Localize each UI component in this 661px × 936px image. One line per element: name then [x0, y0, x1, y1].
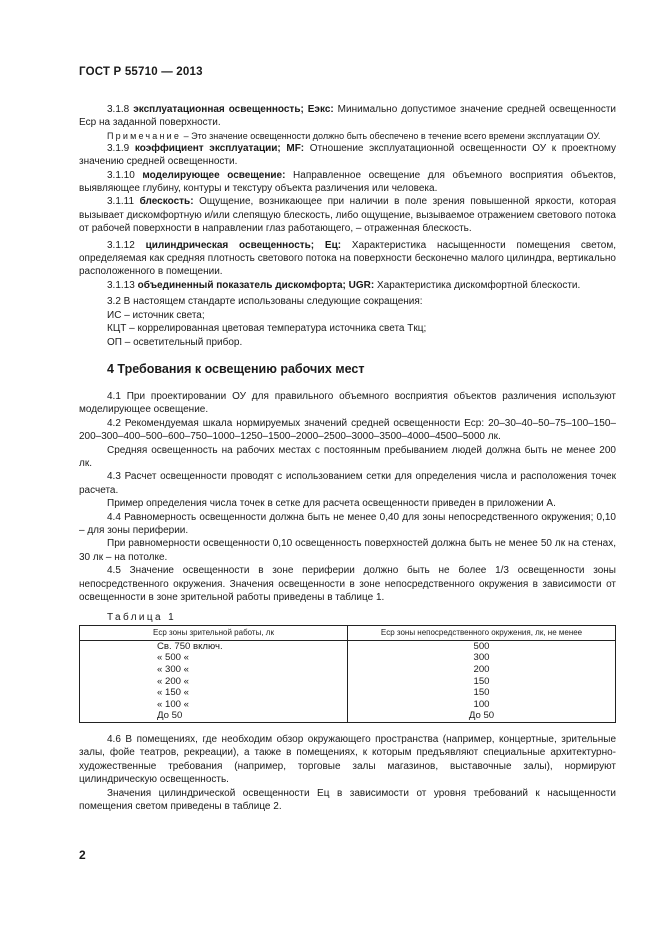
paragraph-4-3: 4.3 Расчет освещенности проводят с использованием сетки для определения числа и расположения точек расчета. [79, 471, 616, 496]
paragraph-4-1: 4.1 При проектировании ОУ для правильного объемного восприятия объектов различения используют моделирующее освещение. [79, 390, 616, 416]
abbreviation-item: ОП – осветительный прибор. [107, 336, 243, 348]
running-header: ГОСТ Р 55710 — 2013 [79, 66, 203, 78]
paragraph-4-3b: Пример определения числа точек в сетке для расчета освещенности приведен в приложении А. [107, 498, 556, 510]
section-4-heading: 4 Требования к освещению рабочих мест [107, 361, 365, 376]
page-content [79, 103, 616, 813]
paragraph-4-4b: При равномерности освещенности 0,10 освещенность поверхностей должна быть не менее 50 лк на стенах, 30 лк – на потолке. [79, 538, 616, 563]
table-caption: Таблица 1 [107, 612, 177, 624]
definition-3-1-12: 3.1.12 цилиндрическая освещенность; Eц: Характеристика насыщенности помещения светом, определяемая как средняя плотность светового потока на поверхности бесконечно малого цилиндра, вертикально расположенного в помещении. [79, 239, 617, 278]
paragraph-4-2b: Средняя освещенность на рабочих местах с постоянным пребыванием людей должна быть не менее 200 лк. [79, 444, 616, 469]
definition-3-1-9: 3.1.9 коэффициент эксплуатации; MF: Отношение эксплуатационной освещенности ОУ к проектному значению средней освещенности. [79, 142, 617, 168]
abbreviations-intro: 3.2 В настоящем стандарте использованы следующие сокращения: [107, 296, 423, 308]
definition-3-1-10: 3.1.10 моделирующее освещение: Направленное освещение для объемного восприятия объектов, выявляющее глубину, контуры и текстуру объекта различения или человека. [79, 169, 617, 195]
paragraph-4-5: 4.5 Значение освещенности в зоне периферии должно быть не более 1/3 освещенности зоны непосредственного окружения. Значения освещенности в зоне непосредственного окружения в зависимости от освещенности в зоне зрительной работы приведены в таблице 1. [79, 565, 616, 603]
table-row: Св. 750 включ. 500 [80, 640, 616, 652]
note-3-1-8: Примечание – Это значение освещенности должно быть обеспечено в течение всего времени эксплуатации ОУ. [107, 130, 601, 141]
abbreviation-item: ИС – источник света; [107, 309, 205, 321]
table-row: До 50 До 50 [80, 710, 616, 722]
definition-3-1-8: 3.1.8 эксплуатационная освещенность; Eэкс: Минимально допустимое значение средней освещенности Eср на заданной поверхности. [79, 104, 616, 129]
paragraph-4-6b: Значения цилиндрической освещенности Eц в зависимости от уровня требований к насыщенности помещения светом приведены в таблице 2. [79, 787, 616, 812]
table-row: « 200 « 150 [80, 676, 616, 688]
paragraph-4-4: 4.4 Равномерность освещенности должна быть не менее 0,40 для зоны непосредственного окружения; 0,10 – для зоны периферии. [79, 511, 616, 536]
abbreviation-item: КЦТ – коррелированная цветовая температура источника света Tкц; [107, 323, 427, 335]
table-header-col1: Eср зоны зрительной работы, лк [80, 626, 348, 640]
table-row: « 500 « 300 [80, 652, 616, 664]
paragraph-4-2: 4.2 Рекомендуемая шкала нормируемых значений средней освещенности Eср: 20–30–40–50–75–100–150–200–300–400–500–600–750–1000–1250–1500–2000–2500–3000–3500–4000–4500–5000 лк. [79, 417, 616, 443]
page-number: 2 [79, 848, 86, 862]
table-row: « 100 « 100 [80, 699, 616, 711]
table-1 [79, 625, 616, 723]
paragraph-4-6: 4.6 В помещениях, где необходим обзор окружающего пространства (например, концертные, зрительные залы, фойе театров, рекреации), а также в помещениях, к которым предъявляют специальные архитектурно-художественные требования (например, торговые залы магазинов, выставочные залы), нормируют цилиндрическую освещенность. [79, 733, 616, 786]
table-row: « 150 « 150 [80, 687, 616, 699]
table-header-col2: Eср зоны непосредственного окружения, лк, не менее [348, 626, 616, 640]
definition-3-1-13: 3.1.13 объединенный показатель дискомфорта; UGR: Характеристика дискомфортной блескости. [107, 279, 581, 291]
definition-3-1-11: 3.1.11 блескость: Ощущение, возникающее при наличии в поле зрения повышенной яркости, которая вызывает дискомфортную и/или слепящую блескость, либо ощущение, вызываемое отражением светового потока от рабочей поверхности в направлении глаз работающего, – отраженная блескость. [79, 196, 616, 235]
table-row: « 300 « 200 [80, 664, 616, 676]
